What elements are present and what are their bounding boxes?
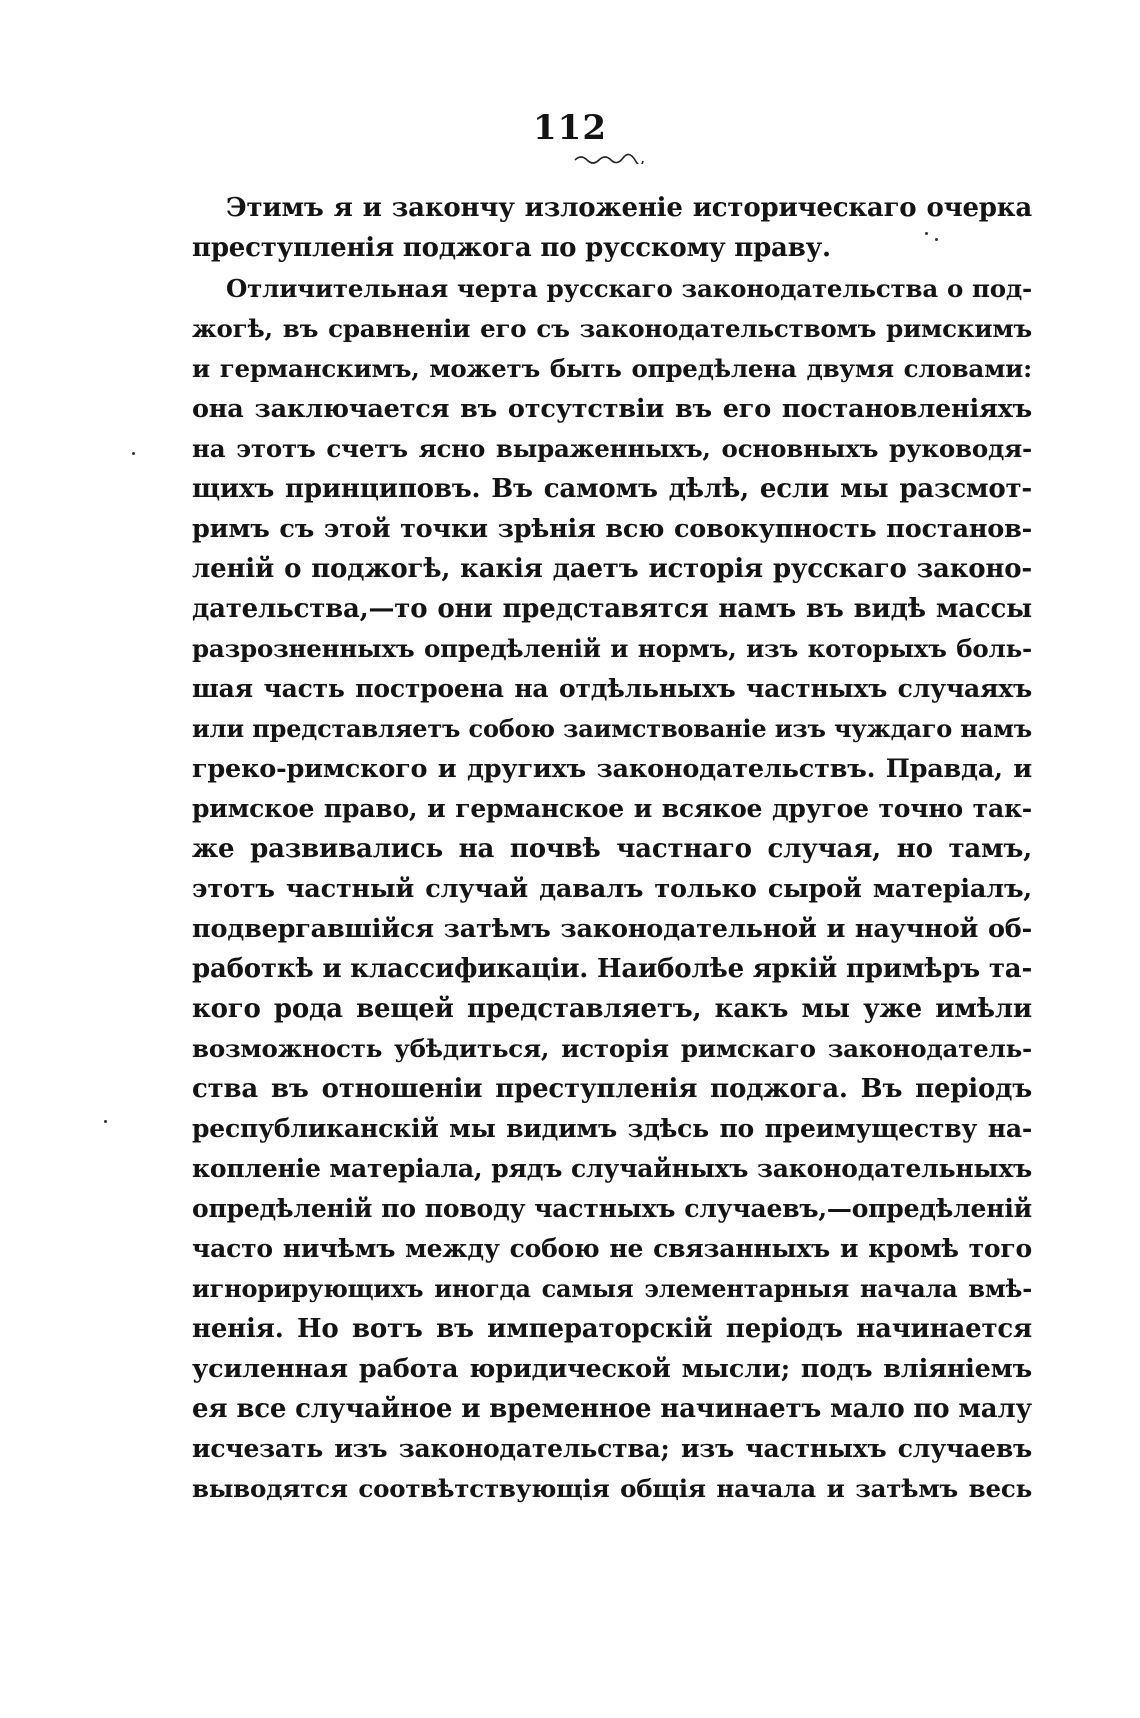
text-line: и германскимъ, можетъ быть опредѣлена двумя словами: (192, 354, 1032, 383)
text-line: дательства,—то они представятся намъ въ видѣ массы (192, 594, 1032, 624)
paragraph-2 (192, 269, 1032, 1509)
text-line: усиленная работа юридической мысли; подъ вліяніемъ (192, 1354, 1032, 1384)
text-line: шая часть построена на отдѣльныхъ частныхъ случаяхъ (192, 674, 1032, 703)
text-line: работкѣ и классификаціи. Наиболѣе яркій примѣръ та- (192, 954, 1033, 984)
text-line: же развивались на почвѣ частнаго случая, но тамъ, (192, 834, 1032, 864)
text-line: ея все случайное и временное начинаетъ мало по малу (192, 1394, 1032, 1424)
text-line: выводятся соотвѣтствующія общія начала и затѣмъ весь (192, 1474, 1032, 1503)
text-line: ненія. Но вотъ въ императорскій періодъ начинается (192, 1314, 1032, 1344)
scan-speck (925, 232, 928, 235)
page-number-ornament (573, 152, 645, 164)
text-line: щихъ принциповъ. Въ самомъ дѣлѣ, если мы разсмот- (192, 474, 1032, 504)
text-line: опредѣленій по поводу частныхъ случаевъ,—опредѣленій (192, 1194, 1032, 1223)
scan-speck (935, 238, 938, 241)
text-line: часто ничѣмъ между собою не связанныхъ и кромѣ того (192, 1234, 1032, 1263)
text-line: или представляетъ собою заимствованіе изъ чуждаго намъ (192, 714, 1032, 743)
scan-speck (132, 452, 135, 455)
text-line: Этимъ я и закончу изложеніе историческаго очерка (226, 193, 1032, 223)
text-line: римское право, и германское и всякое другое точно так- (192, 794, 1032, 823)
text-line: кого рода вещей представляетъ, какъ мы уже имѣли (192, 994, 1032, 1024)
text-line: исчезать изъ законодательства; изъ частныхъ случаевъ (192, 1434, 1032, 1463)
text-line: греко-римского и другихъ законодательствъ. Правда, и (192, 754, 1032, 784)
text-line: игнорирующихъ иногда самыя элементарныя начала вмѣ- (192, 1274, 1032, 1303)
page-number: 112 (533, 108, 607, 148)
text-line: леній о поджогѣ, какія даетъ исторія русскаго законо- (192, 554, 1032, 584)
text-line: жогѣ, въ сравненіи его съ законодательствомъ римскимъ (192, 314, 1032, 343)
text-line: римъ съ этой точки зрѣнія всю совокупность постанов- (192, 514, 1032, 544)
paragraph-1 (192, 188, 1032, 268)
text-line: возможность убѣдиться, исторія римскаго законодатель- (192, 1034, 1032, 1063)
text-line: подвергавшійся затѣмъ законодательной и научной об- (192, 914, 1032, 944)
text-line: этотъ частный случай давалъ только сырой матеріалъ, (192, 874, 1032, 904)
text-line: республиканскій мы видимъ здѣсь по преимуществу на- (192, 1114, 1032, 1143)
text-line: Отличительная черта русскаго законодательства о под- (226, 274, 1032, 303)
text-line: ства въ отношеніи преступленія поджога. Въ періодъ (192, 1074, 1032, 1104)
body-text (192, 188, 1032, 1509)
text-line: разрозненныхъ опредѣленій и нормъ, изъ которыхъ боль- (192, 634, 1032, 663)
scan-speck (104, 1120, 107, 1123)
text-line: на этотъ счетъ ясно выраженныхъ, основныхъ руководя- (192, 434, 1032, 463)
text-line: копленіе матеріала, рядъ случайныхъ законодательныхъ (192, 1154, 1032, 1183)
text-line: она заключается въ отсутствіи въ его постановленіяхъ (192, 394, 1032, 424)
text-line: преступленія поджога по русскому праву. (192, 233, 831, 263)
